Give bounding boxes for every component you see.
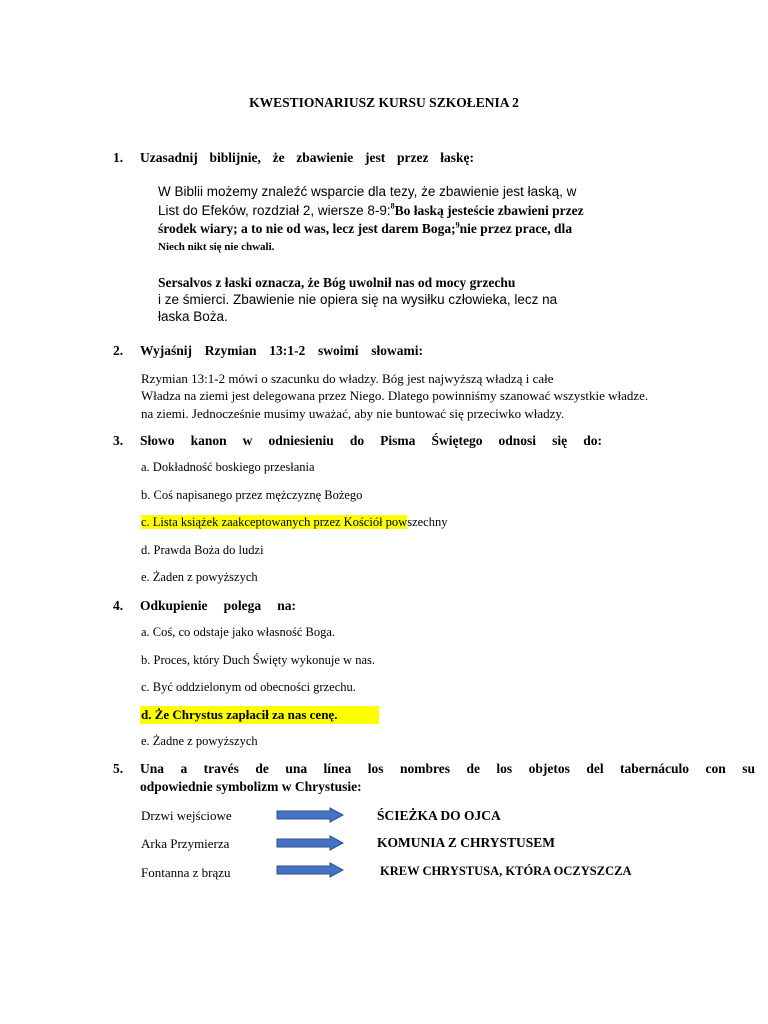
question-3-option-a: a. Dokładność boskiego przesłania: [141, 460, 315, 474]
match-right-1: ŚCIEŻKA DO OJCA: [377, 808, 501, 823]
question-3-number: 3.: [113, 433, 124, 448]
match-right-3: KREW CHRYSTUSA, KTÓRA OCZYSZCZA: [380, 864, 632, 878]
answer-1-line-5: Sersalvos z łaski oznacza, że Bóg uwolnił nas od mocy grzechu: [158, 275, 516, 290]
answer-1-line-4: Niech nikt się nie chwali.: [158, 241, 275, 253]
question-3-option-e: e. Żaden z powyższych: [141, 570, 258, 584]
arrow-right-icon: [276, 835, 344, 851]
question-4-option-b: b. Proces, który Duch Święty wykonuje w nas.: [141, 653, 375, 667]
question-1-number: 1.: [113, 150, 124, 165]
question-1-text: Uzasadnij biblijnie, że zbawienie jest przez łaskę:: [140, 150, 474, 165]
question-4-option-e: e. Żadne z powyższych: [141, 734, 258, 748]
highlight: c. Lista książek zaakceptowanych przez Kościół pow: [141, 515, 408, 529]
answer-1-line-1: W Biblii możemy znaleźć wsparcie dla tezy, że zbawienie jest łaską, w: [158, 184, 577, 199]
question-5-text: Una a través de una línea los nombres de los objetos del tabernáculo con su: [140, 761, 755, 776]
question-3-option-d: d. Prawda Boża do ludzi: [141, 543, 264, 557]
match-left-3: Fontanna z brązu: [141, 865, 231, 880]
match-right-2: KOMUNIA Z CHRYSTUSEM: [377, 835, 556, 850]
question-4-text: Odkupienie polega na:: [140, 598, 296, 613]
answer-1-line-7: łaska Boża.: [158, 309, 228, 324]
question-4-option-d: d. Że Chrystus zapłacił za nas cenę.: [140, 706, 379, 724]
answer-2-line-1: Rzymian 13:1-2 mówi o szacunku do władzy. Bóg jest najwyższą władzą i całe: [141, 371, 554, 386]
match-left-2: Arka Przymierza: [141, 836, 230, 851]
arrow-right-icon: [276, 862, 344, 878]
answer-1-line-2: List do Efeków, rozdział 2, wiersze 8-9:$^8$Bo łaską jesteście zbawieni przez: [158, 201, 584, 218]
question-4-number: 4.: [113, 598, 124, 613]
arrow-right-icon: [276, 807, 344, 823]
answer-2-line-3: na ziemi. Jednocześnie musimy uważać, aby nie buntować się przeciwko władzy.: [141, 406, 565, 421]
question-4-option-c: c. Być oddzielonym od obecności grzechu.: [141, 680, 356, 694]
match-left-1: Drzwi wejściowe: [141, 808, 232, 823]
document-title: KWESTIONARIUSZ KURSU SZKOŁENIA 2: [249, 95, 519, 110]
question-5-text-line-2: odpowiednie symbolizm w Chrystusie:: [140, 779, 362, 794]
question-5-number: 5.: [113, 761, 124, 776]
answer-1-line-6: i ze śmierci. Zbawienie nie opiera się na wysiłku człowieka, lecz na: [158, 292, 558, 307]
question-2-text: Wyjaśnij Rzymian 13:1-2 swoimi słowami:: [140, 343, 423, 358]
question-3-option-b: b. Coś napisanego przez mężczyznę Bożego: [141, 488, 363, 502]
answer-1-line-3: środek wiary; a to nie od was, lecz jest darem Boga;$^9$nie przez prace, dla: [158, 220, 573, 236]
question-4-option-a: a. Coś, co odstaje jako własność Boga.: [141, 625, 336, 639]
question-3-option-c: c. Lista książek zaakceptowanych przez Kościół powszechny: [141, 515, 448, 529]
question-3-text: Słowo kanon w odniesieniu do Pisma Świętego odnosi się do:: [140, 433, 602, 448]
answer-2-line-2: Władza na ziemi jest delegowana przez Niego. Dlatego powinniśmy szanować wszystkie władze.: [141, 388, 649, 403]
question-2-number: 2.: [113, 343, 124, 358]
